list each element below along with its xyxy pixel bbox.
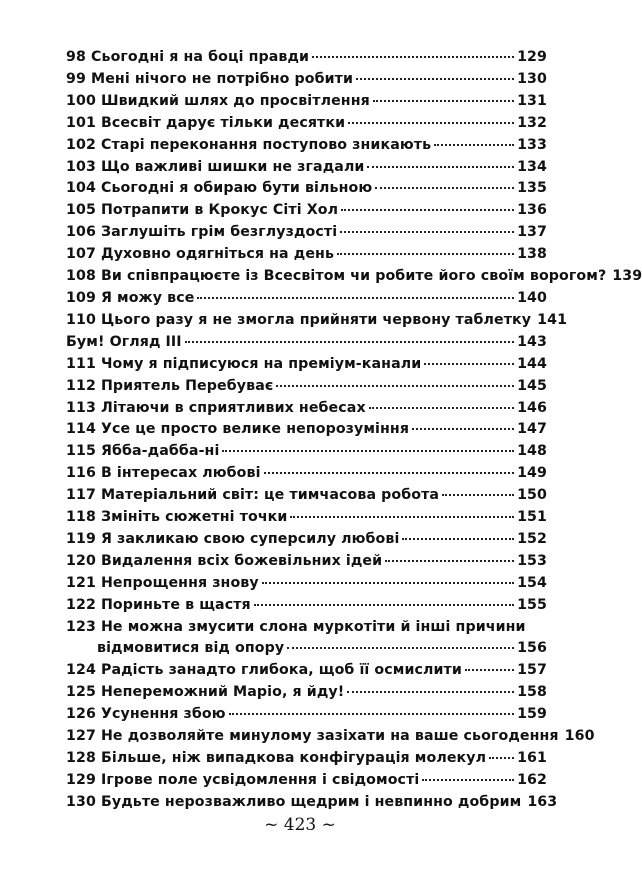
toc-entry xyxy=(66,266,642,288)
dot-leader xyxy=(185,340,514,343)
toc-entry xyxy=(66,398,547,420)
toc-entry-title: 98 Сьогодні я на боці правди xyxy=(66,49,310,65)
toc-entry-page-number: 152 xyxy=(517,530,547,547)
toc-entry-page-number: 160 xyxy=(564,728,595,745)
toc-entry xyxy=(66,222,547,244)
toc-entry-page-number: 137 xyxy=(517,224,547,241)
dot-leader xyxy=(222,449,514,452)
toc-entry-page-number: 159 xyxy=(517,706,547,723)
dot-leader xyxy=(197,296,514,299)
toc-entry xyxy=(66,288,547,310)
dot-leader xyxy=(264,471,515,474)
toc-entry xyxy=(66,617,547,661)
dot-leader xyxy=(347,690,514,693)
toc-entry-title: 105 Потрапити в Крокус Сіті Хол xyxy=(66,202,339,219)
toc-entry-title: відмовитися від опору xyxy=(97,640,285,657)
toc-entry xyxy=(66,704,547,726)
dot-leader xyxy=(424,362,514,365)
toc-entry xyxy=(66,419,547,441)
toc-entry xyxy=(66,135,547,157)
dot-leader xyxy=(341,208,514,211)
toc-entry-title: 102 Старі переконання поступово зникають xyxy=(66,136,432,153)
toc-entry xyxy=(66,792,558,814)
toc-entry-title: 109 Я можу все xyxy=(66,289,195,306)
dot-leader xyxy=(373,99,514,102)
dot-leader xyxy=(489,756,514,759)
toc-entry-page-number: 163 xyxy=(527,793,558,810)
toc-entry xyxy=(66,354,547,376)
dot-leader xyxy=(412,427,514,430)
toc-entry xyxy=(66,595,547,617)
toc-entry-title: 101 Всесвіт дарує тільки десятки xyxy=(66,114,346,131)
toc-entry-page-number: 129 xyxy=(517,49,547,65)
toc-entry-title: 124 Радість занадто глибока, щоб її осмислити xyxy=(66,662,462,679)
toc-entry-title: Бум! Огляд III xyxy=(66,333,182,350)
dot-leader xyxy=(287,646,514,649)
toc-entry-page-number: 155 xyxy=(517,596,547,613)
toc-entry-page-number: 157 xyxy=(517,662,547,679)
toc-entry xyxy=(66,113,547,135)
toc-entry-page-number: 153 xyxy=(517,552,547,569)
toc-entry-page-number: 156 xyxy=(517,640,547,657)
toc-entry xyxy=(66,463,547,485)
toc-entry-page-number: 143 xyxy=(517,333,547,350)
toc-entry xyxy=(66,660,547,682)
page-number: ~ 423 ~ xyxy=(264,815,336,835)
toc-entry-title-line: 123 Не можна змусити слона муркотіти й інші причини xyxy=(66,618,526,635)
dot-leader xyxy=(229,712,514,715)
dot-leader xyxy=(402,537,514,540)
toc-entry xyxy=(66,485,547,507)
toc-entry-page-number: 145 xyxy=(517,377,547,394)
toc-entry-page-number: 144 xyxy=(517,355,547,372)
toc-entry-title: 129 Ігрове поле усвідомлення і свідомості xyxy=(66,771,420,788)
dot-leader xyxy=(385,559,514,562)
toc-entry-page-number: 134 xyxy=(517,158,547,175)
dot-leader xyxy=(337,252,514,255)
toc-entry-page-number: 150 xyxy=(517,487,547,504)
toc-entry-page-number: 147 xyxy=(517,421,547,438)
dot-leader xyxy=(290,515,514,518)
toc-entry-page-number: 151 xyxy=(517,509,547,526)
toc-entry-title: 115 Ябба-дабба-ні xyxy=(66,443,220,460)
dot-leader xyxy=(262,581,514,584)
dot-leader xyxy=(369,406,514,409)
toc-entry-title: 108 Ви співпрацюєте із Всесвітом чи робите його своїм ворогом? xyxy=(66,268,607,285)
toc-entry-title: 103 Що важливі шишки не згадали xyxy=(66,158,365,175)
toc-entry-title: 130 Будьте нерозважливо щедрим і невпинно добрим xyxy=(66,793,522,810)
toc-entry xyxy=(66,310,568,332)
toc-entry xyxy=(66,441,547,463)
toc-entry xyxy=(66,178,547,200)
dot-leader xyxy=(367,165,514,168)
toc-entry xyxy=(66,682,547,704)
toc-entry-title: 127 Не дозволяйте минулому зазіхати на ваше сьогодення xyxy=(66,728,559,745)
toc-entry xyxy=(66,376,547,398)
dot-leader xyxy=(434,143,514,146)
toc-entry xyxy=(66,332,547,354)
dot-leader xyxy=(422,778,514,781)
toc-entry xyxy=(66,726,595,748)
toc-entry-page-number: 136 xyxy=(517,202,547,219)
toc-entry-title: 107 Духовно одягніться на день xyxy=(66,246,335,263)
toc-entry-title: 116 В інтересах любові xyxy=(66,465,261,482)
toc-entry-page-number: 133 xyxy=(517,136,547,153)
toc-entry-page-number: 135 xyxy=(517,180,547,197)
toc-entry-title: 119 Я закликаю свою суперсилу любові xyxy=(66,530,400,547)
toc-entry-title: 111 Чому я підписуюся на преміум-канали xyxy=(66,355,422,372)
toc-entry xyxy=(66,244,547,266)
dot-leader xyxy=(465,668,514,671)
toc-entry xyxy=(66,47,547,69)
toc-entry-page-number: 139 xyxy=(612,268,642,285)
dot-leader xyxy=(442,493,514,496)
toc-entry-title: 112 Приятель Перебуває xyxy=(66,377,274,394)
toc-entry-page-number: 154 xyxy=(517,574,547,591)
toc-entry-title: 117 Матеріальний світ: це тимчасова робота xyxy=(66,487,440,504)
toc-entry-title: 100 Швидкий шлях до просвітлення xyxy=(66,92,370,109)
toc-entry xyxy=(66,573,547,595)
table-of-contents xyxy=(66,47,642,814)
toc-entry-page-number: 131 xyxy=(517,92,547,109)
toc-entry-page-number: 138 xyxy=(517,246,547,263)
toc-entry xyxy=(66,200,547,222)
toc-entry-title: 121 Непрощення знову xyxy=(66,574,259,591)
toc-entry-page-number: 161 xyxy=(517,750,547,766)
dot-leader xyxy=(356,77,514,80)
toc-entry-title: 128 Більше, ніж випадкова конфігурація молекул xyxy=(66,750,487,766)
dot-leader xyxy=(375,186,514,189)
toc-entry-page-number: 130 xyxy=(517,70,547,87)
toc-entry-title: 126 Усунення збою xyxy=(66,706,226,723)
toc-entry xyxy=(66,157,547,179)
toc-entry-page-number: 162 xyxy=(517,771,547,788)
toc-entry xyxy=(66,507,547,529)
toc-entry xyxy=(66,748,547,770)
dot-leader xyxy=(340,230,514,233)
toc-entry-page-number: 140 xyxy=(517,289,547,306)
toc-entry xyxy=(66,91,547,113)
toc-entry xyxy=(66,69,547,91)
toc-entry-title: 110 Цього разу я не змогла прийняти червону таблетку xyxy=(66,311,532,328)
toc-entry-title: 99 Мені нічого не потрібно робити xyxy=(66,70,354,87)
toc-entry xyxy=(66,529,547,551)
toc-entry-title: 125 Непереможний Маріо, я йду! xyxy=(66,684,345,701)
toc-entry-page-number: 141 xyxy=(537,311,568,328)
toc-entry-title: 106 Заглушіть грім безглуздості xyxy=(66,224,338,241)
toc-entry-title: 113 Літаючи в сприятливих небесах xyxy=(66,399,366,416)
toc-entry-title: 120 Видалення всіх божевільних ідей xyxy=(66,552,383,569)
dot-leader xyxy=(276,384,514,387)
toc-entry-page-number: 149 xyxy=(517,465,547,482)
toc-entry-page-number: 146 xyxy=(517,399,547,416)
toc-entry-title: 122 Пориньте в щастя xyxy=(66,596,251,613)
toc-entry xyxy=(66,551,547,573)
toc-entry xyxy=(66,770,547,792)
toc-entry-page-number: 148 xyxy=(517,443,547,460)
dot-leader xyxy=(348,121,514,124)
toc-entry-title: 118 Змініть сюжетні точки xyxy=(66,509,288,526)
toc-entry-page-number: 132 xyxy=(517,114,547,131)
toc-entry-title: 104 Сьогодні я обираю бути вільною xyxy=(66,180,373,197)
toc-entry-title: 114 Усе це просто велике непорозуміння xyxy=(66,421,410,438)
toc-entry-page-number: 158 xyxy=(517,684,547,701)
dot-leader xyxy=(312,55,514,58)
dot-leader xyxy=(254,603,514,606)
